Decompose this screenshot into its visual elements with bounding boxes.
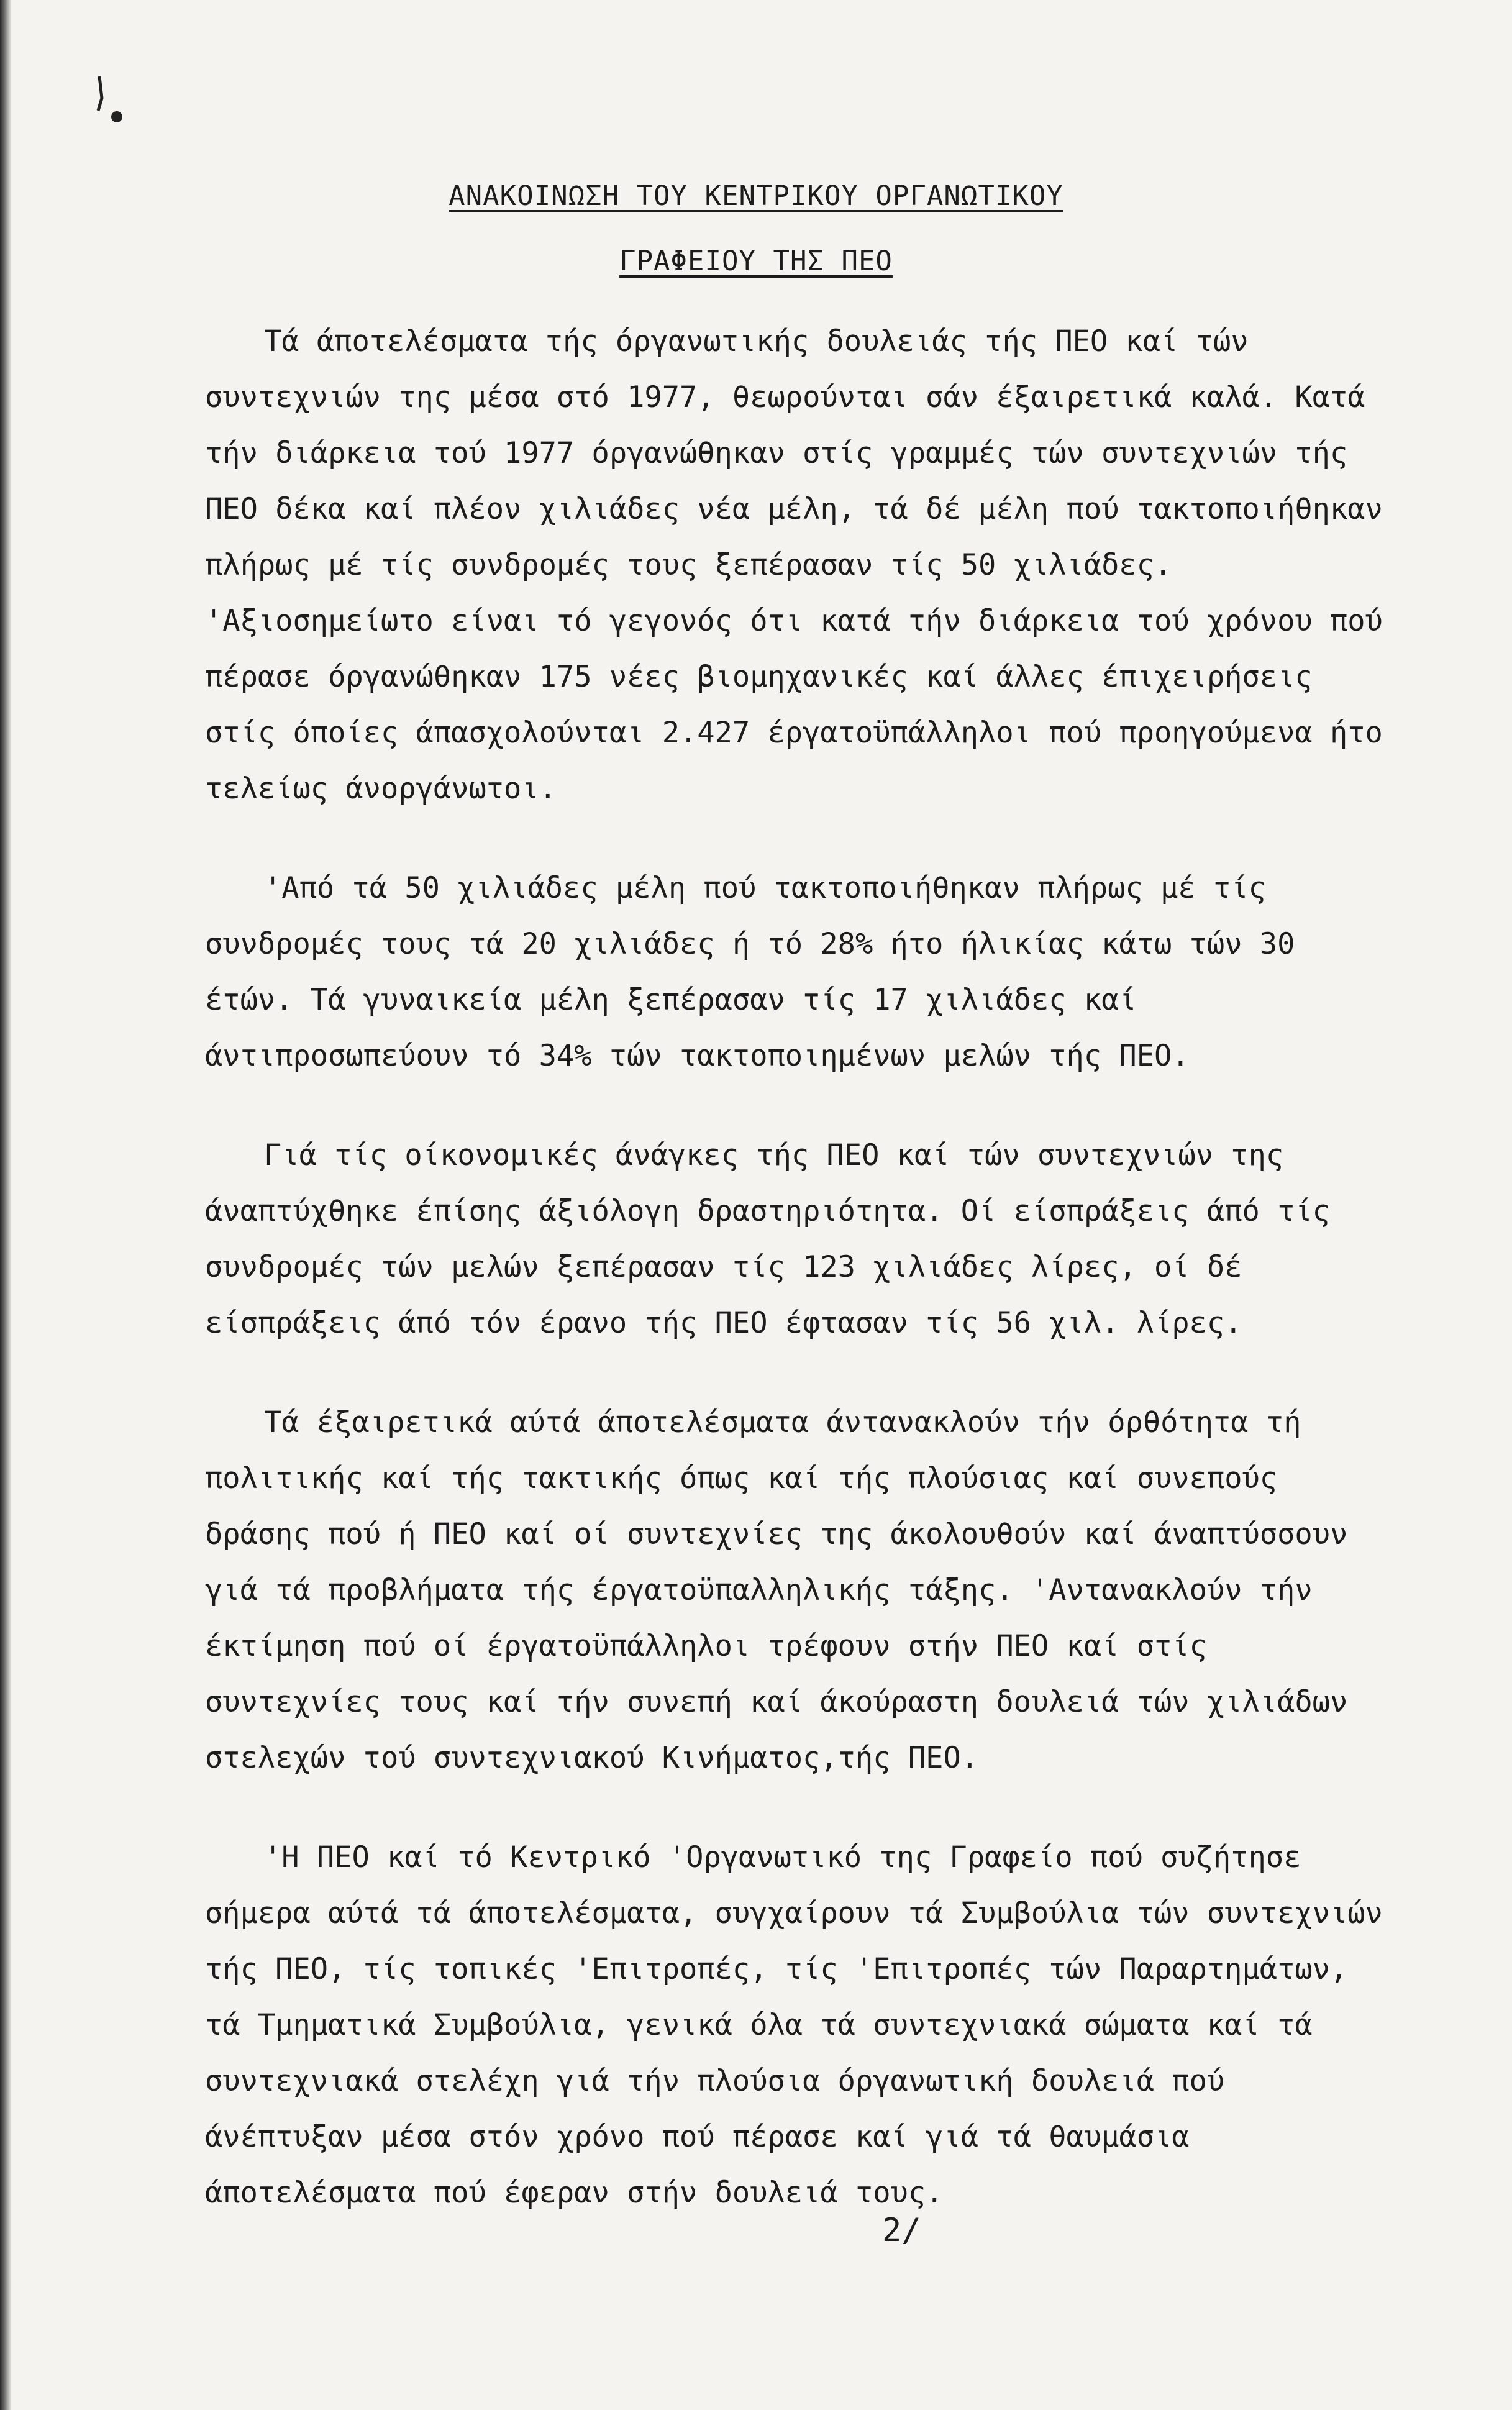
paragraph-4: Τά έξαιρετικά αύτά άποτελέσματα άντανακλούν τήν όρθότητα τή πολιτικής καί τής τακτικής όπως καί τής πλούσιας καί συνεπούς δράσης πού ή ΠΕΟ καί οί συντεχνίες της άκολουθούν καί άναπτύσσουν γιά τά προβλήματα τής έργατοϋπαλληλικής τάξης. 'Αντανακλούν τήν έκτίμηση πού οί έργατοϋπάλληλοι τρέφουν στήν ΠΕΟ καί στίς συντεχνίες τους καί τήν συνεπή καί άκούραστη δουλειά τών χιλιάδων στελεχών τού συντεχνιακού Κινήματος,τής ΠΕΟ. xyxy=(205,1405,1348,1775)
document-title-line1: ΑΝΑΚΟΙΝΩΣΗ ΤΟΥ ΚΕΝΤΡΙΚΟΥ ΟΡΓΑΝΩΤΙΚΟΥ xyxy=(449,180,1063,212)
scan-edge xyxy=(0,0,11,2410)
ink-mark-icon xyxy=(93,73,130,129)
page-number: 2/ xyxy=(882,2212,921,2249)
document-title-line2: ΓΡΑΦΕΙΟΥ ΤΗΣ ΠΕΟ xyxy=(619,245,893,277)
paragraph-2: 'Από τά 50 χιλιάδες μέλη πού τακτοποιήθηκαν πλήρως μέ τίς συνδρομές τους τά 20 χιλιάδες ή τό 28% ήτο ήλικίας κάτω τών 30 έτών. Τά γυναικεία μέλη ξεπέρασαν τίς 17 χιλιάδες καί άντιπροσωπεύουν τό 34% τών τακτοποιημένων μελών τής ΠΕΟ. xyxy=(205,871,1295,1073)
paragraph-1: Τά άποτελέσματα τής όργανωτικής δουλειάς τής ΠΕΟ καί τών συντεχνιών της μέσα στό 1977, θεωρούνται σάν έξαιρετικά καλά. Κατά τήν διάρκεια τού 1977 όργανώθηκαν στίς γραμμές τών συντεχνιών τής ΠΕΟ δέκα καί πλέον χιλιάδες νέα μέλη, τά δέ μέλη πού τακτοποιήθηκαν πλήρως μέ τίς συνδρομές τους ξεπέρασαν τίς 50 χιλιάδες. 'Αξιοσημείωτο είναι τό γεγονός ότι κατά τήν διάρκεια τού χρόνου πού πέρασε όργανώθηκαν 175 νέες βιομηχανικές καί άλλες έπιχειρήσεις στίς όποίες άπασχολούνται 2.427 έργατοϋπάλληλοι πού προηγούμενα ήτο τελείως άνοργάνωτοι. xyxy=(205,324,1383,806)
document-body xyxy=(205,314,1385,2265)
paragraph-3: Γιά τίς οίκονομικές άνάγκες τής ΠΕΟ καί τών συντεχνιών της άναπτύχθηκε έπίσης άξιόλογη δραστηριότητα. Οί είσπράξεις άπό τίς συνδρομές τών μελών ξεπέρασαν τίς 123 χιλιάδες λίρες, οί δέ είσπράξεις άπό τόν έρανο τής ΠΕΟ έφτασαν τίς 56 χιλ. λίρες. xyxy=(205,1138,1330,1340)
paragraph-5: 'Η ΠΕΟ καί τό Κεντρικό 'Οργανωτικό της Γραφείο πού συζήτησε σήμερα αύτά τά άποτελέσματα, συγχαίρουν τά Συμβούλια τών συντεχνιών τής ΠΕΟ, τίς τοπικές 'Επιτροπές, τίς 'Επιτροπές τών Παραρτημάτων, τά Τμηματικά Συμβούλια, γενικά όλα τά συντεχνιακά σώματα καί τά συντεχνιακά στελέχη γιά τήν πλούσια όργανωτική δουλειά πού άνέπτυξαν μέσα στόν χρόνο πού πέρασε καί γιά τά θαυμάσια άποτελέσματα πού έφεραν στήν δουλειά τους. xyxy=(205,1840,1383,2210)
